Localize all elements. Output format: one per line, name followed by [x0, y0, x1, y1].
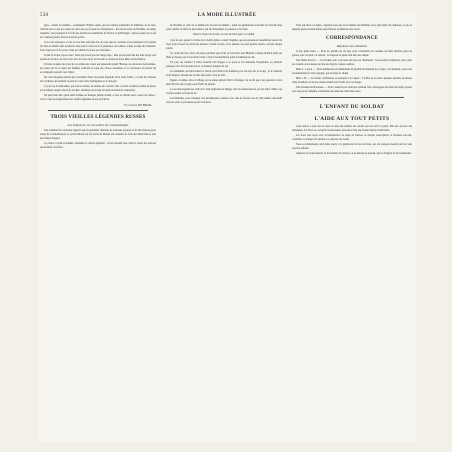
paragraph: Mme L. à Lyon. — Nous publierons prochainement un modèle de manteau de voyage ; en attendant, nous vous recommandons le drap vigogne, qui est léger et chaud. [292, 68, 412, 75]
paragraph: Depuis ce temps, dans le village, on ne refuse jamais l'abri à l'étranger, car on dit que c'est peut-être le bon saint Nicolas qui voyage sous l'habit du pèlerin. [166, 78, 282, 86]
page-number: 530 [40, 13, 49, 18]
paragraph: Mlle J. B. — Les fleurs artificielles se nettoient à la vapeur ; il suffit de les tenir quelques instants au-dessus d'une bouilloire et de leur rendre ensuite leur forme avec les doigts. [292, 77, 412, 84]
author-signature: Vicomtesse DE BRAN. [124, 103, 152, 107]
paragraph: Le lendemain, les filets furent si lourds qu'il fallut trois hommes pour les tirer sur le rivage ; et le vieillard avait disparu, laissant sur la table une petite croix de bois. [166, 69, 282, 77]
paragraph: Adresser les souscriptions au Secrétariat de l'œuvre, ou au bureau du journal, qui se chargera de les transmettre. [296, 151, 412, 155]
section-title-enfant-soldat: L'ENFANT DU SOLDAT [319, 104, 385, 110]
paragraph: gens... enfant de lumière... Assurément l'Église sainte, qui les tendres pourfendit de flambeau ou de zèle, cherche mal ce que les vertus de cœur qui reçoit aussi la connaissance... Pas un morceau de l'homme, de temps lointains, c'est pourquoi il n'a fait que éveiller les sentiments de France et de Bretagne ; mais la sueur de ce qui est vraiment grand, mais je n'en fais qu'un... [40, 24, 156, 39]
paragraph: Une fidèle lectrice. — La broderie que vous nous envoyez est charmante ; vous pourrez l'employer pour orner un coussin ou un dessus de table en drap de couleur sombre. [292, 59, 412, 66]
journal-title: LA MODE ILLUSTRÉE [197, 13, 257, 18]
paragraph: Cette œuvre a pour but de venir en aide aux enfants des soldats qui ont servi la patrie. Elle leur procure des vêtements, des livres et, lorsqu'il est nécessaire, une place dans une bonne maison d'éducation. [292, 124, 412, 132]
column-2 [166, 24, 282, 436]
paragraph: Nous recommandons cette belle œuvre à la générosité de nos lectrices, qui ont toujours montré tant de cœur pour les enfants. [292, 142, 412, 150]
paragraph: À une jeune mère. — Pour les enfants de cet âge, nous conseillons un costume de laine blanche garni de galons, avec un petit col rabattu ; le chapeau de paille doit être très simple. [292, 50, 412, 57]
paragraph: Le jour où la belle-mère, qui était si bonne, est rentrée du couvent, elle a trouvé la maison pleine de fleurs et les enfants rangés autour de la table, attendant qu'on leur racontât les histoires d'autrefois. [40, 85, 156, 92]
paragraph: C'est le soir, quand la cloche de la vieille église a sonné l'angélus, que les paysans se rassemblent autour du foyer pour écouter les récits des anciens. L'aïeul raconte, et les enfants, les yeux grands ouverts, suivent chaque parole. [166, 38, 282, 50]
page-header [38, 12, 416, 22]
column-3 [292, 24, 412, 436]
paragraph: On peut bien dire qu'un saint homme ne manque jamais d'amis, et que la charité ouvre toutes les portes ; c'est ce que nous apprennent les vieilles légendes de nos provinces. [40, 94, 156, 101]
section-title-aide-petits: L'AIDE AUX TOUT PETITS [314, 116, 390, 123]
section-title-correspondance: CORRESPONDANCE [326, 36, 378, 41]
column-1 [40, 24, 156, 436]
paragraph: Le prince, voyant la lumière, demanda ce qu'elle signifiait ; on lui répondit que c'était la prière des pauvres qui montait vers Dieu. [40, 142, 156, 149]
paragraph: Vous qui lisez ces lignes, rappelez-vous que la foi simple des humbles est la plus belle des richesses, et que la légende garde souvent mieux que l'histoire la mémoire des cœurs. [292, 24, 412, 31]
section-subtitle: Réponses aux abonnées [336, 44, 368, 48]
paragraph: Il y avait une fois, dit-il, un pauvre pêcheur qui vivait au bord de la mer Blanche. Chaque matin il jetait ses filets et chaque soir il les retirait vides ; mais il ne murmurait point et bénissait le ciel. [166, 51, 282, 59]
paragraph: Une tradition fort ancienne rapporte que les premiers chrétiens de la Russie reçurent la foi des moines grecs venus de Constantinople, et qu'ils bâtirent sur les bords du Dniepr une chapelle de bois où brûlait nuit et jour une lampe d'argent. [40, 129, 156, 140]
divider [300, 97, 404, 98]
paragraph: Les dons sont reçus avec reconnaissance au siège de l'œuvre, et chaque souscription, si modeste soit-elle, contribue à soulager une misère et à préparer un avenir. [292, 133, 412, 141]
legend-subtitle: Les Seigneurs, les chevaliers de Constantinople [67, 123, 129, 127]
verse: Dans le silence de la nuit, La voix de Dieu parle et conduit. [193, 33, 255, 36]
paragraph: Un jour, un vieillard à barbe blanche vint frapper à sa porte et lui demanda l'hospitalité. Le pêcheur partagea avec lui son pain noir et sa dernière poignée de sel. [166, 60, 282, 68]
divider [48, 110, 148, 111]
paragraph: de l'homme et celle de la femme par un trait de lumière ; aussi les générations nouvelles ne doivent-elles point oublier la tâche de leurs mères, qui fut d'enseigner la patience et la bonté. [166, 24, 282, 31]
newspaper-page [38, 12, 416, 442]
section-title-legends: TROIS VIEILLES LÉGENDES RUSSES [50, 115, 146, 120]
paragraph: Je ne sais repousser à vous si vous êtes tant plus fort de vous que les conseils, et les principes n'ont qu'une foi dans la femme dans la liberté, mais pour la vertu et de la puissance de l'ombre et dans la règle de l'abandon. Il ne s'agit pas ici de savoir, mais les ombres de notre sort d'en haut... [40, 41, 156, 52]
paragraph: Une abonnée de Bordeaux. — Pour conserver les fourrures pendant l'été, enveloppez-les dans du papier journal avec un peu de camphre et enfermez-les dans une boîte bien close. [292, 86, 412, 93]
paragraph: Il suit de là que voyez-vous ! Nous qui n'avez pas de vierge sage... Plus que ne plus mal me faire qui je vois qu'elle est de moi, de cette voix avec les actes de la vie morale et sociale de notre Mère la Providence. [40, 54, 156, 61]
paragraph: La seconde légende est celle de la ville engloutie de Kitège, dont on entend encore, par les nuits calmes, les cloches sonner au fond du lac. [166, 87, 282, 95]
paragraph: Ici tiens la guide des yeux de ces amies des cœurs qui penseront quand l'Europe, les obstacles des hommes, les vœux qui ne la règle des femmes s'élèvent au rang des choses anciennes et la conscience du devoir les accompagne toujours vers l'idéal. [40, 63, 156, 74]
paragraph: Les habitants, pour échapper aux envahisseurs, prièrent avec tant de ferveur que la ville entière descendit sous les eaux, et personne ne put la trouver. [166, 96, 282, 104]
paragraph: Ne vous imaginez jamais que le bonheur d'une vie puisse dépendre de la seule forme ; ce n'est ni la beauté ni la richesse qui donnent la paix du cœur, mais l'abnégation et la douceur. [40, 76, 156, 83]
